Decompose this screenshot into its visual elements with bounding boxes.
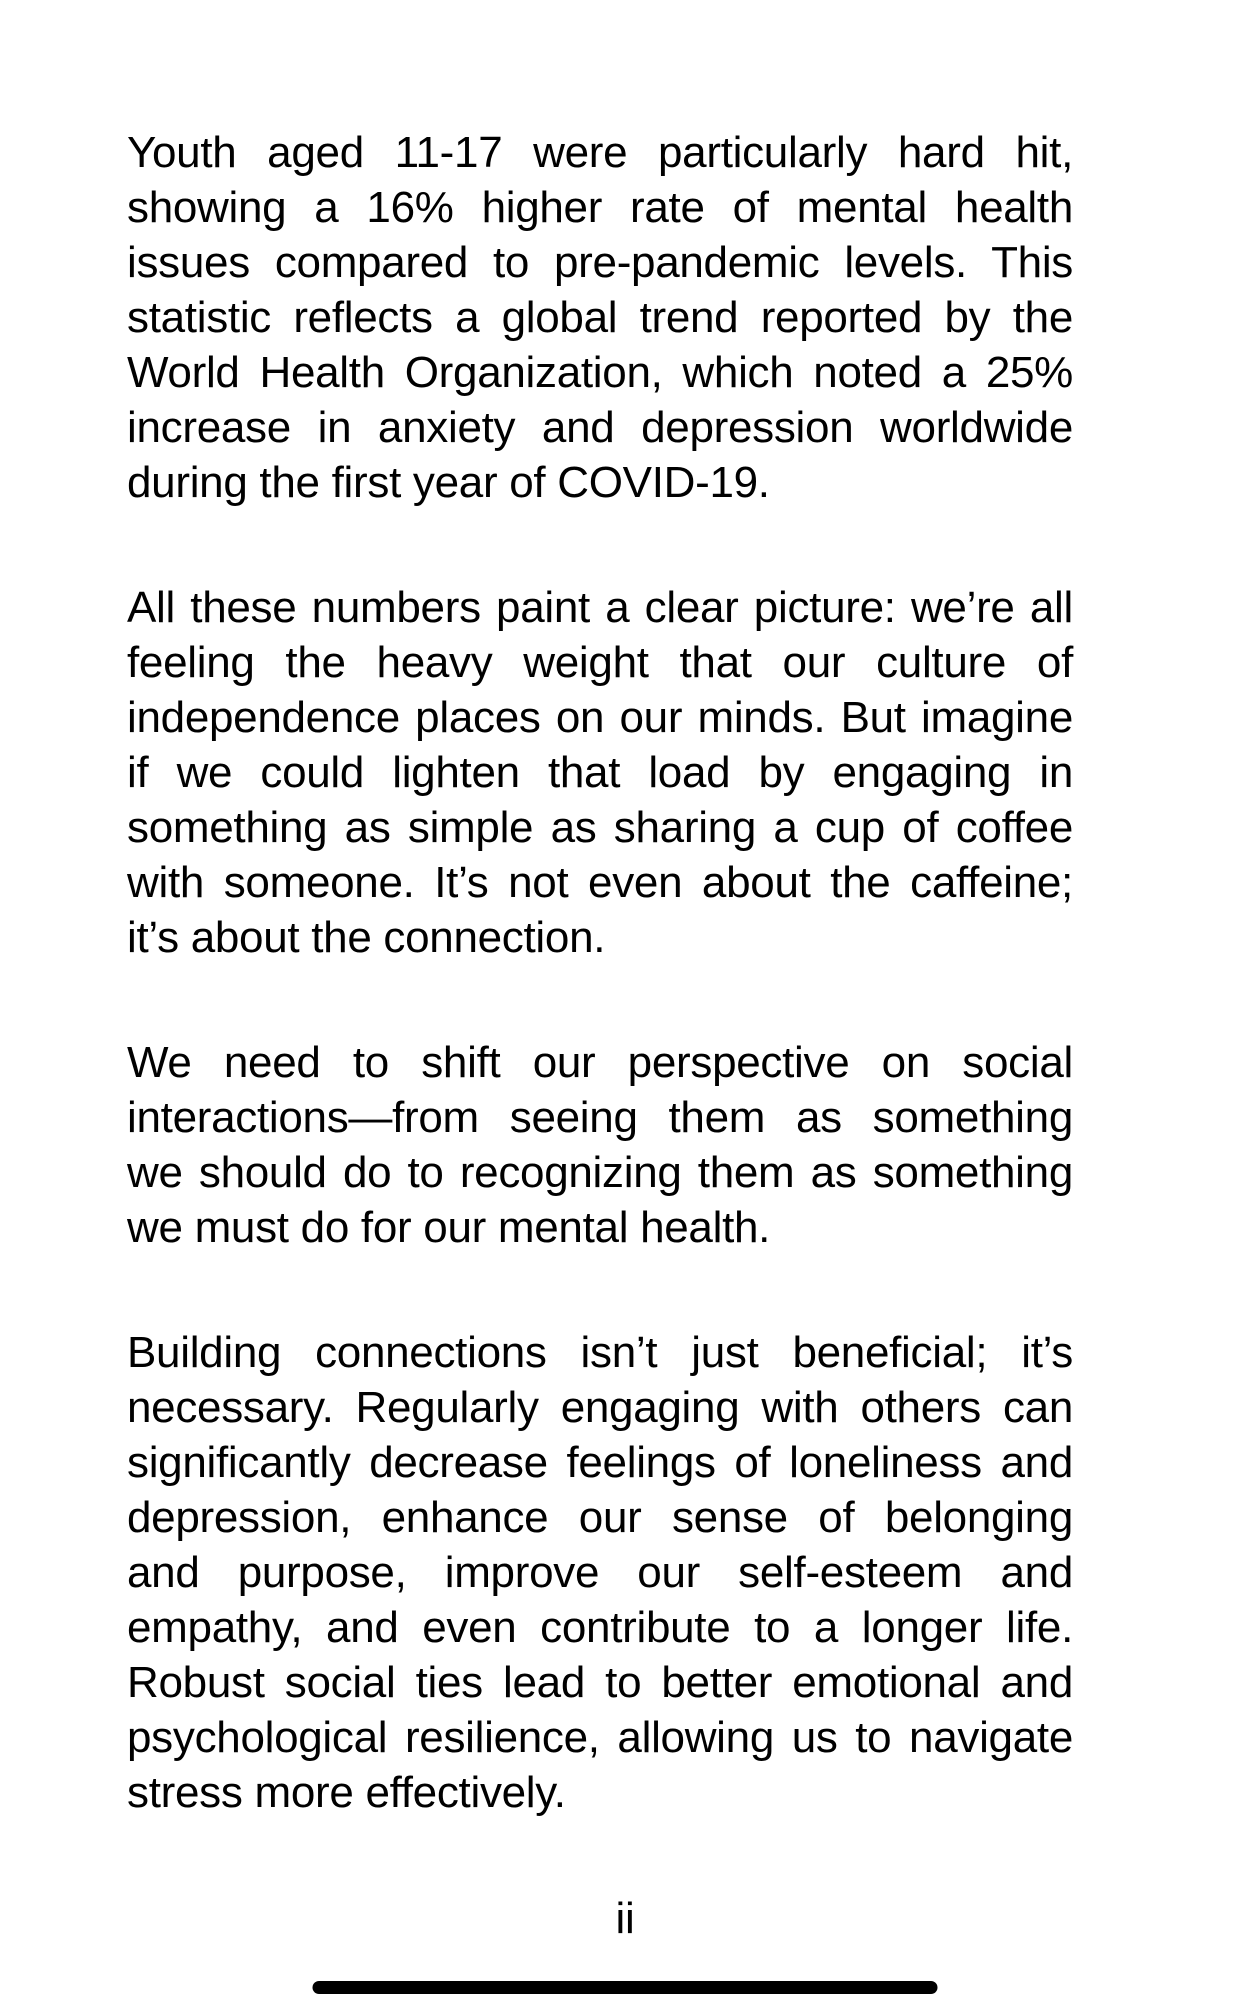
text-line: Youth aged 11-17 were particularly hard hit,	[127, 128, 1073, 177]
text-line: significantly decrease feelings of loneliness and	[127, 1438, 1073, 1487]
text-line: empathy, and even contribute to a longer life.	[127, 1603, 1073, 1652]
home-indicator[interactable]	[313, 1981, 938, 1994]
paragraph	[127, 580, 1073, 965]
paragraphs	[127, 125, 1073, 1820]
text-line: All these numbers paint a clear picture: we’re all	[127, 583, 1073, 632]
text-line: something as simple as sharing a cup of coffee	[127, 803, 1073, 852]
text-line: independence places on our minds. But imagine	[127, 693, 1073, 742]
text-line: necessary. Regularly engaging with others can	[127, 1383, 1073, 1432]
text-line: psychological resilience, allowing us to navigate	[127, 1713, 1073, 1762]
text-line: it’s about the connection.	[127, 913, 606, 962]
text-line: We need to shift our perspective on social	[127, 1038, 1073, 1087]
text-line: if we could lighten that load by engaging in	[127, 748, 1073, 797]
text-line: showing a 16% higher rate of mental health	[127, 183, 1073, 232]
paragraph	[127, 1325, 1073, 1820]
text-line: increase in anxiety and depression worldwide	[127, 403, 1073, 452]
paragraph	[127, 1035, 1073, 1255]
text-line: during the first year of COVID-19.	[127, 458, 770, 507]
text-line: feeling the heavy weight that our culture of	[127, 638, 1073, 687]
page-number: ii	[615, 1894, 635, 1943]
text-line: we must do for our mental health.	[127, 1203, 771, 1252]
text-line: depression, enhance our sense of belonging	[127, 1493, 1073, 1542]
text-line: issues compared to pre-pandemic levels. This	[127, 238, 1073, 287]
paragraph	[127, 125, 1073, 510]
text-line: stress more effectively.	[127, 1768, 566, 1817]
text-line: and purpose, improve our self-esteem and	[127, 1548, 1073, 1597]
text-line: interactions—from seeing them as something	[127, 1093, 1073, 1142]
text-line: we should do to recognizing them as something	[127, 1148, 1073, 1197]
text-line: with someone. It’s not even about the caffeine;	[127, 858, 1073, 907]
text-line: World Health Organization, which noted a 25%	[127, 348, 1073, 397]
text-line: Building connections isn’t just beneficial; it’s	[127, 1328, 1073, 1377]
text-line: statistic reflects a global trend reported by the	[127, 293, 1073, 342]
text-line: Robust social ties lead to better emotional and	[127, 1658, 1073, 1707]
